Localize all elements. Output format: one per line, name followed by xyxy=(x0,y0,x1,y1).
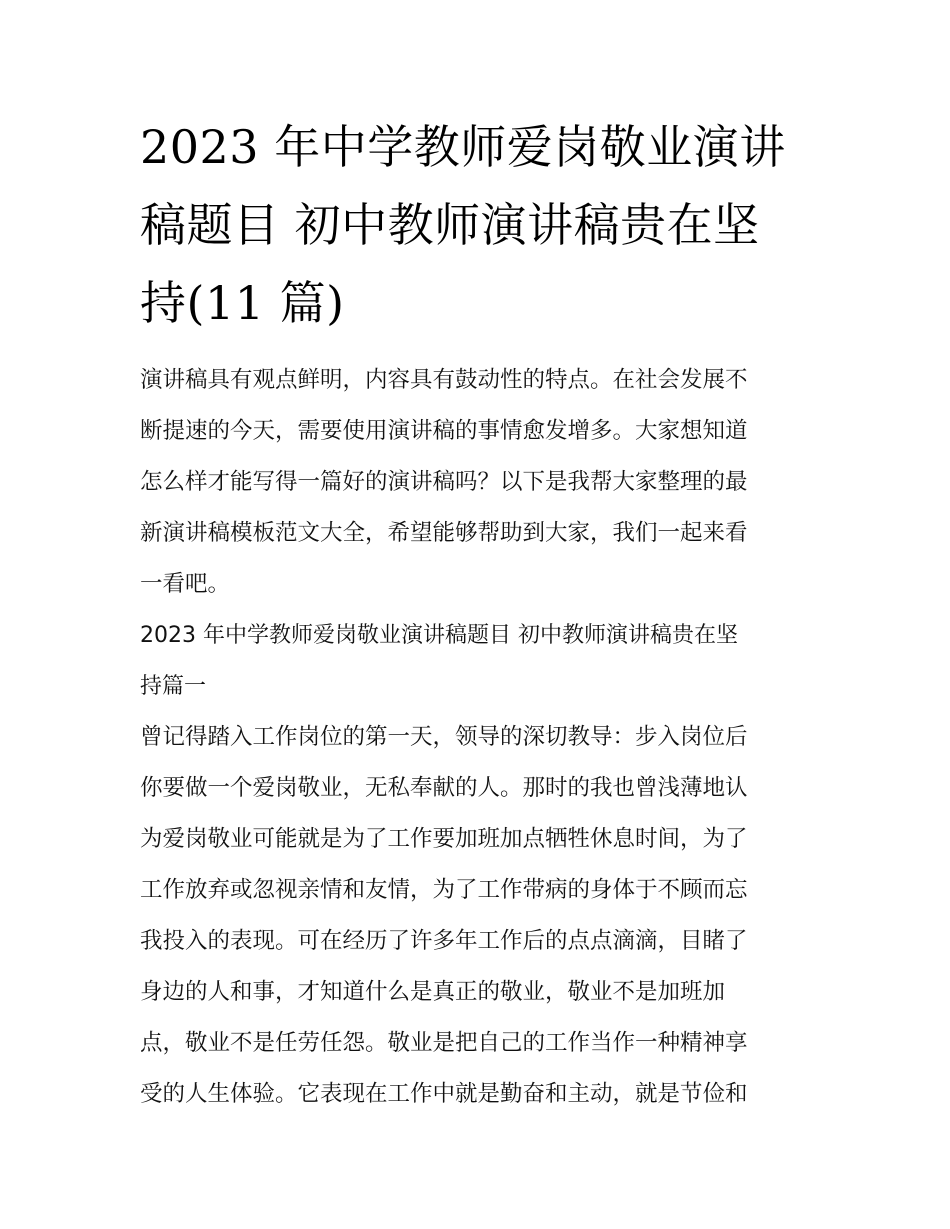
intro-line: 演讲稿具有观点鲜明，内容具有鼓动性的特点。在社会发展不 xyxy=(140,367,748,393)
intro-line: 新演讲稿模板范文大全，希望能够帮助到大家，我们一起来看 xyxy=(140,520,748,546)
intro-line: 断提速的今天，需要使用演讲稿的事情愈发增多。大家想知道 xyxy=(140,418,748,444)
section-body-line: 曾记得踏入工作岗位的第一天，领导的深切教导：步入岗位后 xyxy=(140,724,748,750)
section-body-paragraph xyxy=(140,712,830,1120)
section-heading-line: 2023 年中学教师爱岗敬业演讲稿题目 初中教师演讲稿贵在坚 xyxy=(140,623,738,648)
intro-paragraph xyxy=(140,355,830,610)
section-body-line: 身边的人和事，才知道什么是真正的敬业，敬业不是加班加 xyxy=(140,979,726,1005)
section-body-line: 为爱岗敬业可能就是为了工作要加班加点牺牲休息时间，为了 xyxy=(140,826,748,852)
intro-line: 怎么样才能写得一篇好的演讲稿吗？以下是我帮大家整理的最 xyxy=(140,469,748,495)
section-heading-line: 持篇一 xyxy=(140,674,207,699)
title-line-2: 稿题目 初中教师演讲稿贵在坚 xyxy=(140,198,760,252)
section-body-line: 工作放弃或忽视亲情和友情，为了工作带病的身体于不顾而忘 xyxy=(140,877,748,903)
section-heading xyxy=(140,610,830,712)
title-line-1: 2023 年中学教师爱岗敬业演讲 xyxy=(140,120,786,174)
document-title xyxy=(140,108,820,342)
section-body-line: 你要做一个爱岗敬业，无私奉献的人。那时的我也曾浅薄地认 xyxy=(140,775,748,801)
intro-line: 一看吧。 xyxy=(140,571,231,597)
title-line-3: 持(11 篇) xyxy=(140,276,345,330)
section-body-line: 我投入的表现。可在经历了许多年工作后的点点滴滴，目睹了 xyxy=(140,928,748,954)
document-body xyxy=(140,355,830,1120)
section-body-line: 受的人生体验。它表现在工作中就是勤奋和主动，就是节俭和 xyxy=(140,1081,748,1107)
section-body-line: 点，敬业不是任劳任怨。敬业是把自己的工作当作一种精神享 xyxy=(140,1030,748,1056)
